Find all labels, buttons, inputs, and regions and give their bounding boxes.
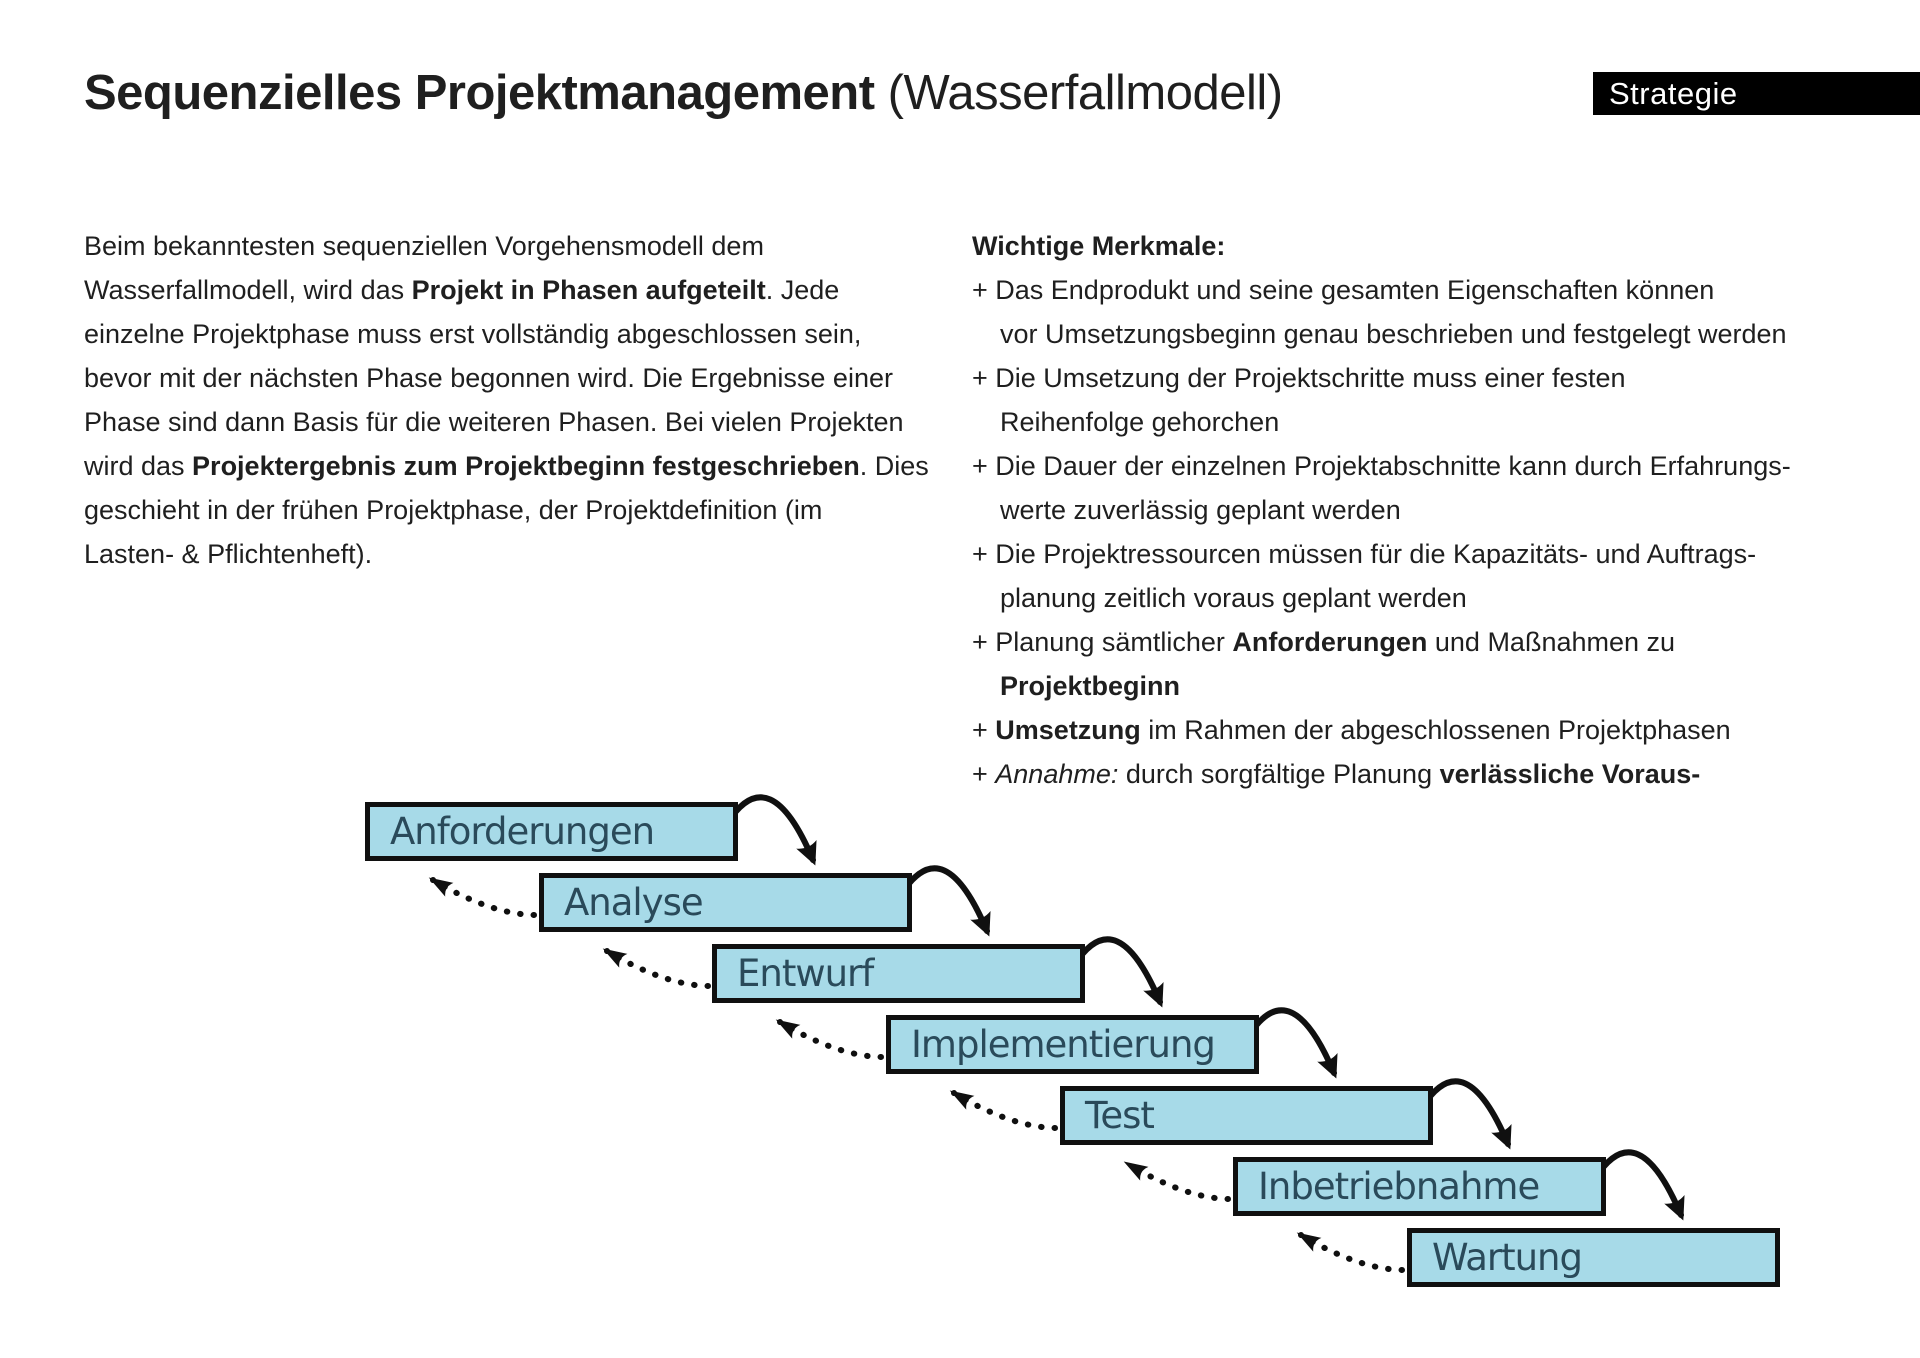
feature-line: + Das Endprodukt und seine gesamten Eigenschaften können [972,275,1715,305]
feature-line: + Planung sämtlicher Anforderungen und Maßnahmen zu [972,627,1676,657]
feature-line: + Annahme: durch sorgfältige Planung verlässliche Voraus- [972,759,1701,789]
forward-arrow-icon [728,797,813,860]
return-arrow-icon [954,1093,1055,1128]
features-list [972,224,1872,796]
feature-line: + Die Projektressourcen müssen für die Kapazitäts- und Auftrags- [972,539,1757,569]
return-arrow-icon [1128,1164,1228,1199]
page-title-suffix: (Wasserfallmodell) [874,66,1283,120]
return-arrow-icon [780,1022,881,1057]
intro-line: Phase sind dann Basis für die weiteren Phasen. Bei vielen Projekten [84,407,904,437]
page-title-main: Sequenzielles Projektmanagement [84,66,875,120]
phase-label: Test [1085,1094,1154,1137]
phase-box-analyse [539,873,912,932]
phase-label: Anforderungen [390,810,655,853]
intro-line: Beim bekanntesten sequenziellen Vorgehensmodell dem [84,231,764,261]
intro-line: Wasserfallmodell, wird das Projekt in Phasen aufgeteilt. Jede [84,275,840,305]
category-badge [1593,72,1920,115]
phase-box-wartung [1407,1228,1780,1287]
phase-label: Entwurf [737,952,874,995]
feature-line: Projektbeginn [1000,671,1181,701]
forward-arrow-icon [1423,1081,1508,1144]
phase-box-inbetriebnahme [1233,1157,1606,1216]
feature-line: vor Umsetzungsbeginn genau beschrieben und festgelegt werden [1000,319,1787,349]
feature-line: + Die Umsetzung der Projektschritte muss einer festen [972,363,1626,393]
intro-line: bevor mit der nächsten Phase begonnen wird. Die Ergebnisse einer [84,363,893,393]
forward-arrow-icon [1596,1152,1681,1215]
feature-line: + Umsetzung im Rahmen der abgeschlossenen Projektphasen [972,715,1731,745]
forward-arrow-icon [1249,1010,1334,1073]
phase-label: Implementierung [911,1023,1215,1066]
features-heading: Wichtige Merkmale: [972,231,1226,261]
phase-label: Inbetriebnahme [1258,1165,1540,1208]
phase-label: Wartung [1432,1236,1582,1279]
feature-line: werte zuverlässig geplant werden [1000,495,1401,525]
intro-line: einzelne Projektphase muss erst vollständig abgeschlossen sein, [84,319,862,349]
phase-box-anforderungen [365,802,738,861]
feature-line: + Die Dauer der einzelnen Projektabschnitte kann durch Erfahrungs- [972,451,1791,481]
intro-line: wird das Projektergebnis zum Projektbeginn festgeschrieben. Dies [84,451,929,481]
intro-line: Lasten- & Pflichtenheft). [84,539,373,569]
phase-box-entwurf [712,944,1085,1003]
feature-line: planung zeitlich voraus geplant werden [1000,583,1467,613]
intro-paragraph [84,224,929,576]
phase-box-test [1060,1086,1433,1145]
category-badge-label: Strategie [1609,75,1738,111]
intro-line: geschieht in der frühen Projektphase, der Projektdefinition (im [84,495,823,525]
phase-label: Analyse [564,881,703,924]
feature-line: Reihenfolge gehorchen [1000,407,1280,437]
return-arrow-icon [433,880,534,915]
forward-arrow-icon [902,868,987,931]
phase-box-implementierung [886,1015,1259,1074]
forward-arrow-icon [1075,939,1160,1002]
return-arrow-icon [1301,1235,1402,1270]
return-arrow-icon [607,951,708,986]
page-title [84,62,1283,124]
